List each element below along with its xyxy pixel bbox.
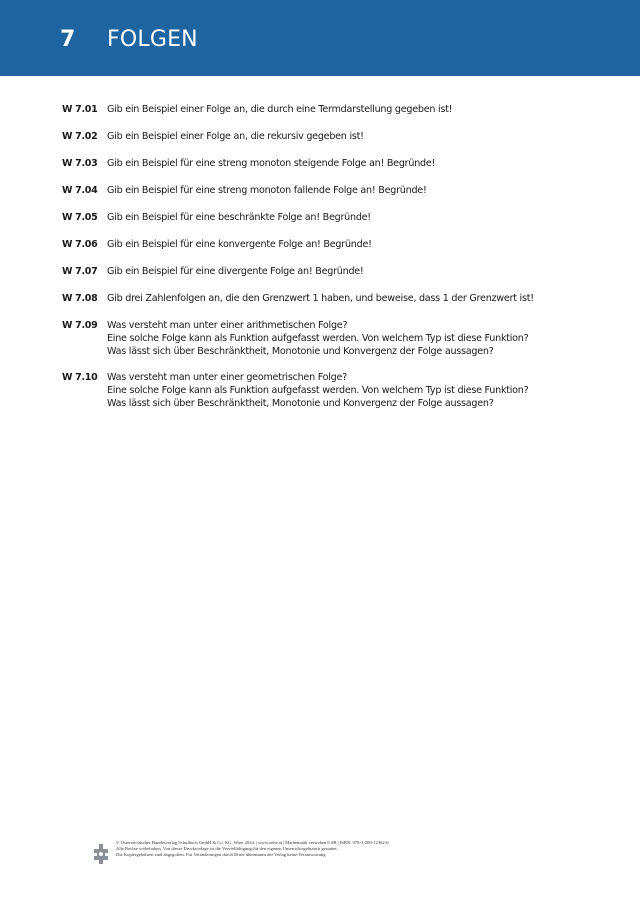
task-number: W 7.04: [62, 185, 98, 196]
task-text-line: Eine solche Folge kann als Funktion aufgefasst werden. Von welchem Typ ist diese Funktion?: [107, 385, 529, 396]
task-text: [107, 130, 582, 143]
task-text-line: Gib ein Beispiel einer Folge an, die durch eine Termdarstellung gegeben ist!: [107, 104, 453, 115]
task-text-line: Gib ein Beispiel für eine konvergente Folge an! Begründe!: [107, 239, 372, 250]
task-number: W 7.09: [62, 320, 98, 331]
task-number: W 7.03: [62, 158, 98, 169]
task-text-line: Gib ein Beispiel für eine streng monoton fallende Folge an! Begründe!: [107, 185, 427, 196]
chapter-title: FOLGEN: [107, 27, 198, 52]
task-text-line: Was versteht man unter einer geometrischen Folge?: [107, 372, 348, 383]
publisher-puzzle-logo-icon: [90, 843, 112, 865]
task-item: [62, 238, 582, 252]
task-text-line: Gib ein Beispiel einer Folge an, die rekursiv gegeben ist!: [107, 131, 364, 142]
task-text: [107, 157, 582, 170]
task-text-line: Eine solche Folge kann als Funktion aufgefasst werden. Von welchem Typ ist diese Funktion?: [107, 333, 529, 344]
footer-line: Alle Rechte vorbehalten. Von dieser Druckvorlage ist die Vervielfältigung für den eigenen Unterrichtsgebrauch gestattet.: [116, 846, 338, 851]
page-footer: [90, 840, 570, 865]
footer-line: Die Kopiergebühren sind abgegolten. Für Veränderungen durch Dritte übernimmt der Verlag keine Verantwortung.: [116, 852, 327, 857]
task-number: W 7.07: [62, 266, 98, 277]
task-item: [62, 103, 582, 117]
task-text: [107, 319, 582, 358]
task-text-line: Gib ein Beispiel für eine divergente Folge an! Begründe!: [107, 266, 364, 277]
task-list: [62, 103, 582, 423]
task-item: [62, 130, 582, 144]
task-number: W 7.10: [62, 372, 98, 383]
task-text-line: Gib ein Beispiel für eine beschränkte Folge an! Begründe!: [107, 212, 371, 223]
task-item: [62, 292, 582, 306]
task-number: W 7.08: [62, 293, 98, 304]
task-text: [107, 371, 582, 410]
task-item: [62, 184, 582, 198]
task-item: [62, 265, 582, 279]
task-text-line: Was lässt sich über Beschränktheit, Monotonie und Konvergenz der Folge aussagen?: [107, 346, 494, 357]
task-number: W 7.06: [62, 239, 98, 250]
task-number: W 7.02: [62, 131, 98, 142]
task-text: [107, 238, 582, 251]
chapter-number: 7: [60, 27, 76, 52]
task-text-line: Was versteht man unter einer arithmetischen Folge?: [107, 320, 348, 331]
task-item: [62, 371, 582, 410]
footer-line: © Österreichischer Bundesverlag Schulbuch GmbH & Co. KG, Wien 2024. | www.oebv.at | Mathematik verstehen 6 SB | ISBN: 978-3-209-12362-6: [116, 840, 389, 845]
task-text: [107, 184, 582, 197]
copyright-notice: [116, 840, 389, 858]
task-text-line: Gib ein Beispiel für eine streng monoton steigende Folge an! Begründe!: [107, 158, 436, 169]
task-item: [62, 157, 582, 171]
task-item: [62, 211, 582, 225]
task-text-line: Was lässt sich über Beschränktheit, Monotonie und Konvergenz der Folge aussagen?: [107, 398, 494, 409]
task-text-line: Gib drei Zahlenfolgen an, die den Grenzwert 1 haben, und beweise, dass 1 der Grenzwert ist!: [107, 293, 534, 304]
task-item: [62, 319, 582, 358]
task-number: W 7.01: [62, 104, 98, 115]
task-text: [107, 211, 582, 224]
task-text: [107, 265, 582, 278]
task-text: [107, 292, 582, 305]
task-number: W 7.05: [62, 212, 98, 223]
chapter-header: [0, 0, 640, 76]
task-text: [107, 103, 582, 116]
